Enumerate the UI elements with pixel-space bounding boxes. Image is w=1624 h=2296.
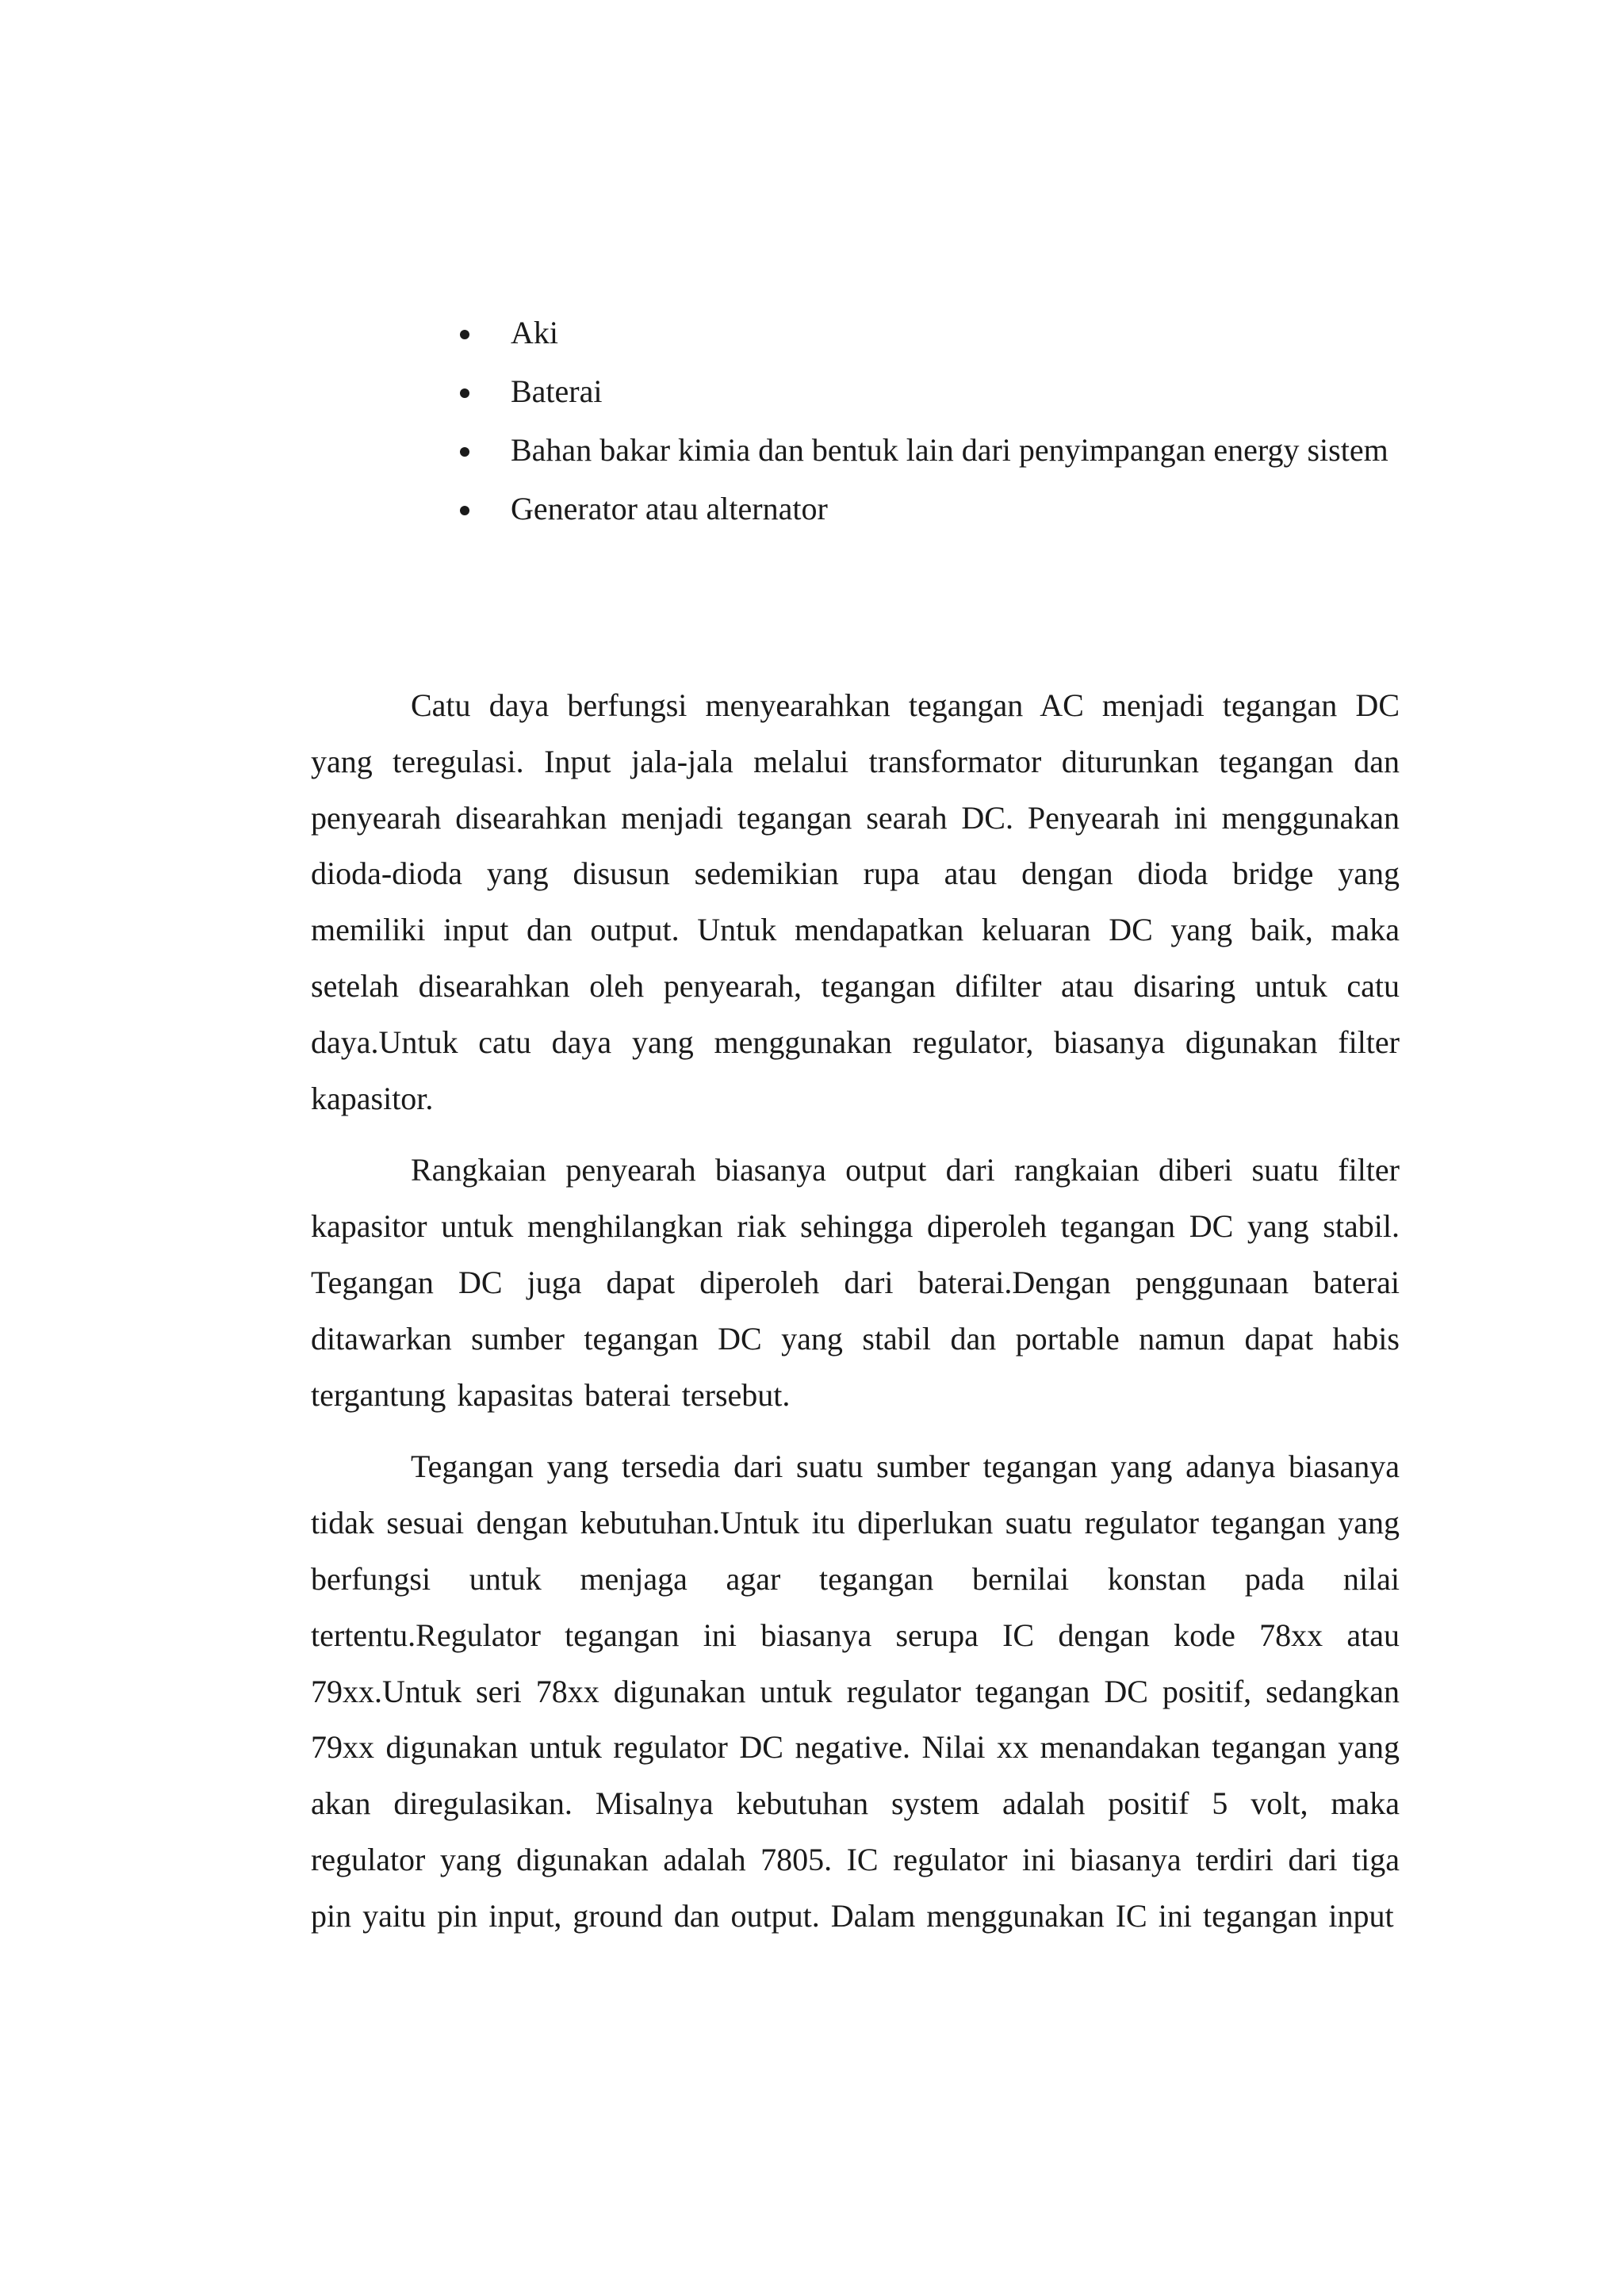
bullet-icon	[460, 388, 469, 398]
list-item-text: Bahan bakar kimia dan bentuk lain dari penyimpangan energy sistem	[511, 432, 1388, 468]
body-text	[311, 678, 1400, 1961]
bullet-icon	[460, 506, 469, 515]
bullet-icon	[460, 330, 469, 339]
list-item-text: Aki	[511, 315, 558, 350]
bullet-icon	[460, 447, 469, 457]
paragraph-rectifier-filter: Rangkaian penyearah biasanya output dari rangkaian diberi suatu filter kapasitor untuk menghilangkan riak sehingga diperoleh tegangan DC yang stabil. Tegangan DC juga dapat diperoleh dari baterai.Dengan penggunaan baterai ditawarkan sumber tegangan DC yang stabil dan portable namun dapat habis tergantung kapasitas baterai tersebut.	[311, 1152, 1400, 1413]
list-item	[444, 305, 1400, 361]
list-item-text: Baterai	[511, 373, 603, 409]
paragraph-power-supply: Catu daya berfungsi menyearahkan tegangan AC menjadi tegangan DC yang teregulasi. Input jala-jala melalui transformator diturunkan tegangan dan penyearah disearahkan menjadi tegangan searah DC. Penyearah ini menggunakan dioda-dioda yang disusun sedemikian rupa atau dengan dioda bridge yang memiliki input dan output. Untuk mendapatkan keluaran DC yang baik, maka setelah disearahkan oleh penyearah, tegangan difilter atau disaring untuk catu daya.Untuk catu daya yang menggunakan regulator, biasanya digunakan filter kapasitor.	[311, 687, 1400, 1116]
power-source-list	[444, 305, 1400, 540]
list-item-text: Generator atau alternator	[511, 491, 828, 526]
paragraph-voltage-regulator: Tegangan yang tersedia dari suatu sumber tegangan yang adanya biasanya tidak sesuai dengan kebutuhan.Untuk itu diperlukan suatu regulator tegangan yang berfungsi untuk menjaga agar tegangan bernilai konstan pada nilai tertentu.Regulator tegangan ini biasanya serupa IC dengan kode 78xx atau 79xx.Untuk seri 78xx digunakan untuk regulator tegangan DC positif, sedangkan 79xx digunakan untuk regulator DC negative. Nilai xx menandakan tegangan yang akan diregulasikan. Misalnya kebutuhan system adalah positif 5 volt, maka regulator yang digunakan adalah 7805. IC regulator ini biasanya terdiri dari tiga pin yaitu pin input, ground dan output. Dalam menggunakan IC ini tegangan input	[311, 1448, 1400, 1934]
list-item	[444, 481, 1400, 537]
list-item	[444, 423, 1400, 478]
list-item	[444, 364, 1400, 419]
